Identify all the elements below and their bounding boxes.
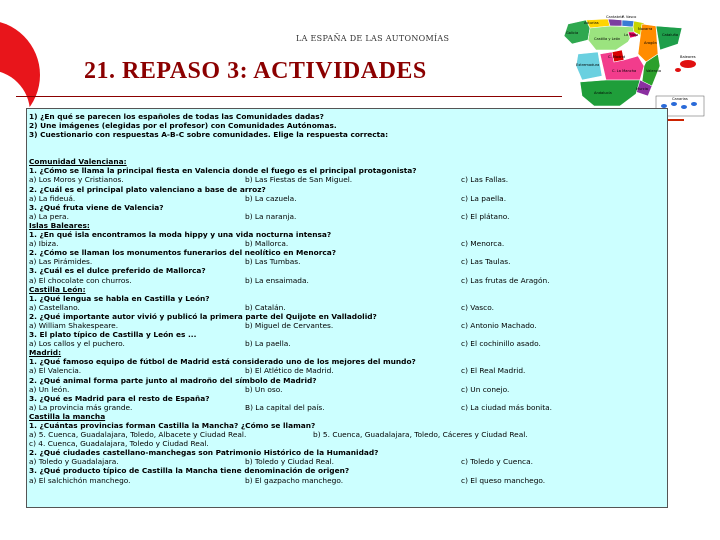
map-label: P. Vasco [622,15,637,19]
intro-line: 1) ¿En qué se parecen los españoles de todas las Comunidades dadas? [29,112,324,121]
option-a: a) William Shakespeare. [29,320,119,330]
question: 3. ¿Cuál es el dulce preferido de Mallorca? [29,266,206,276]
question: 3. El plato típico de Castilla y León es ... [29,330,197,340]
option-b: b) Mallorca. [245,239,289,249]
option-b: b) La paella. [245,339,291,349]
question: 1. ¿Cuántas provincias forman Castilla la Mancha? ¿Cómo se llaman? [29,421,316,430]
map-label: Murcia [636,87,648,91]
map-label: Galicia [566,31,579,35]
answer-row [29,457,665,466]
page-title: 21. REPASO 3: ACTIVIDADES [84,58,427,84]
option-b: b) Toledo y Ciudad Real. [245,457,335,467]
option-b: b) La naranja. [245,211,297,221]
question: 2. ¿Qué importante autor vivió y publicó la primera parte del Quijote en Valladolid? [29,311,377,321]
option-c: c) Las Taulas. [461,257,511,267]
answer-row [29,476,665,485]
option-b: b) La cazuela. [245,193,297,203]
accent-line [666,119,684,121]
question: 3. ¿Qué es Madrid para el resto de España? [29,393,210,403]
map-region-cantabria [608,19,622,26]
answer-row [29,212,665,221]
page-subtitle: LA ESPAÑA DE LAS AUTONOMÍAS [296,34,450,43]
answer-row [29,303,665,312]
map-region-baleares-small [675,68,681,72]
option-c: c) Antonio Machado. [461,320,537,330]
question: 2. ¿Qué ciudades castellano-manchegas son Patrimonio Histórico de la Humanidad? [29,448,379,458]
section-heading: Madrid: [29,348,62,358]
answer-row [29,321,665,330]
option-a: a) La fideuá. [29,193,76,203]
answer-row [29,175,665,184]
answer-row [29,385,665,394]
question: 3. ¿Qué producto típico de Castilla la Mancha tiene denominación de origen? [29,466,350,476]
section-heading: Comunidad Valenciana: [29,157,127,167]
question: 2. ¿Cuál es el principal plato valenciano a base de arroz? [29,184,266,194]
answer-row [29,276,665,285]
answer-row [29,239,665,248]
option-c: c) Vasco. [461,302,494,312]
option-b: b) El Atlético de Madrid. [245,366,334,376]
map-label: Aragón [644,41,657,45]
intro-line: 3) Cuestionario con respuestas A-B-C sobre comunidades. Elige la respuesta correcta: [29,130,389,140]
question: 2. ¿Qué animal forma parte junto al madroño del símbolo de Madrid? [29,375,317,385]
section-heading: Castilla la mancha [29,411,106,421]
section-heading: Castilla León: [29,284,86,294]
map-region-cataluna [656,26,682,50]
question: 1. ¿Qué famoso equipo de fútbol de Madrid está considerado uno de los mejores del mundo? [29,357,416,367]
map-label: Asturias [584,21,599,25]
option-b: b) El gazpacho manchego. [245,475,344,485]
answer-row [29,257,665,266]
map-label: Baleares [680,55,696,59]
option-c: c) El queso manchego. [461,475,546,485]
option-a: a) Castellano. [29,302,80,312]
option-b: b) Miguel de Cervantes. [245,320,334,330]
answer-row [29,366,665,375]
question: 1. ¿Qué lengua se habla en Castilla y León? [29,293,210,303]
answer-row [29,430,665,439]
title-divider [16,96,562,97]
option-c: c) Las Fallas. [461,175,509,185]
option-c: c) 4. Cuenca, Guadalajara, Toledo y Ciudad Real. [29,439,209,449]
option-a: a) Los callos y el puchero. [29,339,125,349]
question: 3. ¿Qué fruta viene de Valencia? [29,202,164,212]
option-c: c) La paella. [461,193,507,203]
option-b: b) 5. Cuenca, Guadalajara, Toledo, Cáceres y Ciudad Real. [313,430,528,440]
spain-autonomies-map [560,14,706,118]
map-label: Andalucía [594,91,612,95]
option-a: a) La pera. [29,211,69,221]
option-c: c) El cochinillo asado. [461,339,541,349]
question: 1. ¿Cómo se llama la principal fiesta en Valencia donde el fuego es el principal protagonista? [29,166,417,176]
option-b: b) Las Fiestas de San Miguel. [245,175,353,185]
option-a: a) El chocolate con churros. [29,275,132,285]
answer-row [29,339,665,348]
map-label: Cantabria [606,15,624,19]
intro-line: 2) Une imágenes (elegidas por el profesor) con Comunidades Autónomas. [29,121,337,131]
option-a: a) El Valencia. [29,366,82,376]
answer-row [29,403,665,412]
option-b: b) La ensaimada. [245,275,309,285]
option-c: c) Un conejo. [461,384,510,394]
option-c: c) Toledo y Cuenca. [461,457,533,467]
option-b: b) Catalán. [245,302,286,312]
map-label: La Rioja [624,33,639,37]
spacer [29,139,665,157]
option-b: b) Un oso. [245,384,283,394]
question: 1. ¿En qué isla encontramos la moda hippy y una vida nocturna intensa? [29,230,332,240]
map-label: Valencia [646,69,662,73]
option-c: c) La ciudad más bonita. [461,402,553,412]
activities-box [26,108,668,508]
map-label: Extremadura [576,63,600,67]
question: 2. ¿Cómo se llaman los monumentos funerarios del neolítico en Menorca? [29,248,337,258]
map-label: Castilla y León [594,37,621,41]
map-region-vasco [622,20,634,27]
option-a: a) 5. Cuenca, Guadalajara, Toledo, Albacete y Ciudad Real. [29,430,247,440]
option-a: a) Las Pirámides. [29,257,93,267]
option-a: a) Los Moros y Cristianos. [29,175,124,185]
option-a: a) Ibiza. [29,239,59,249]
option-c: c) Las frutas de Aragón. [461,275,550,285]
option-b: B) La capital del país. [245,402,325,412]
option-c: c) El plátano. [461,211,510,221]
answer-row [29,194,665,203]
map-region-baleares [680,60,696,68]
option-b: b) Las Tumbas. [245,257,301,267]
option-c: c) El Real Madrid. [461,366,526,376]
option-a: a) Un león. [29,384,70,394]
map-label: Canarias [672,97,688,101]
map-label: C. Madrid [608,55,626,59]
option-a: a) El salchichón manchego. [29,475,131,485]
option-a: a) Toledo y Guadalajara. [29,457,119,467]
map-label: C. La Mancha [612,69,637,73]
section-heading: Islas Baleares: [29,220,90,230]
map-label: Cataluña [662,33,679,37]
map-label: Navarra [638,27,653,31]
option-a: a) La provincia más grande. [29,402,133,412]
option-c: c) Menorca. [461,239,505,249]
